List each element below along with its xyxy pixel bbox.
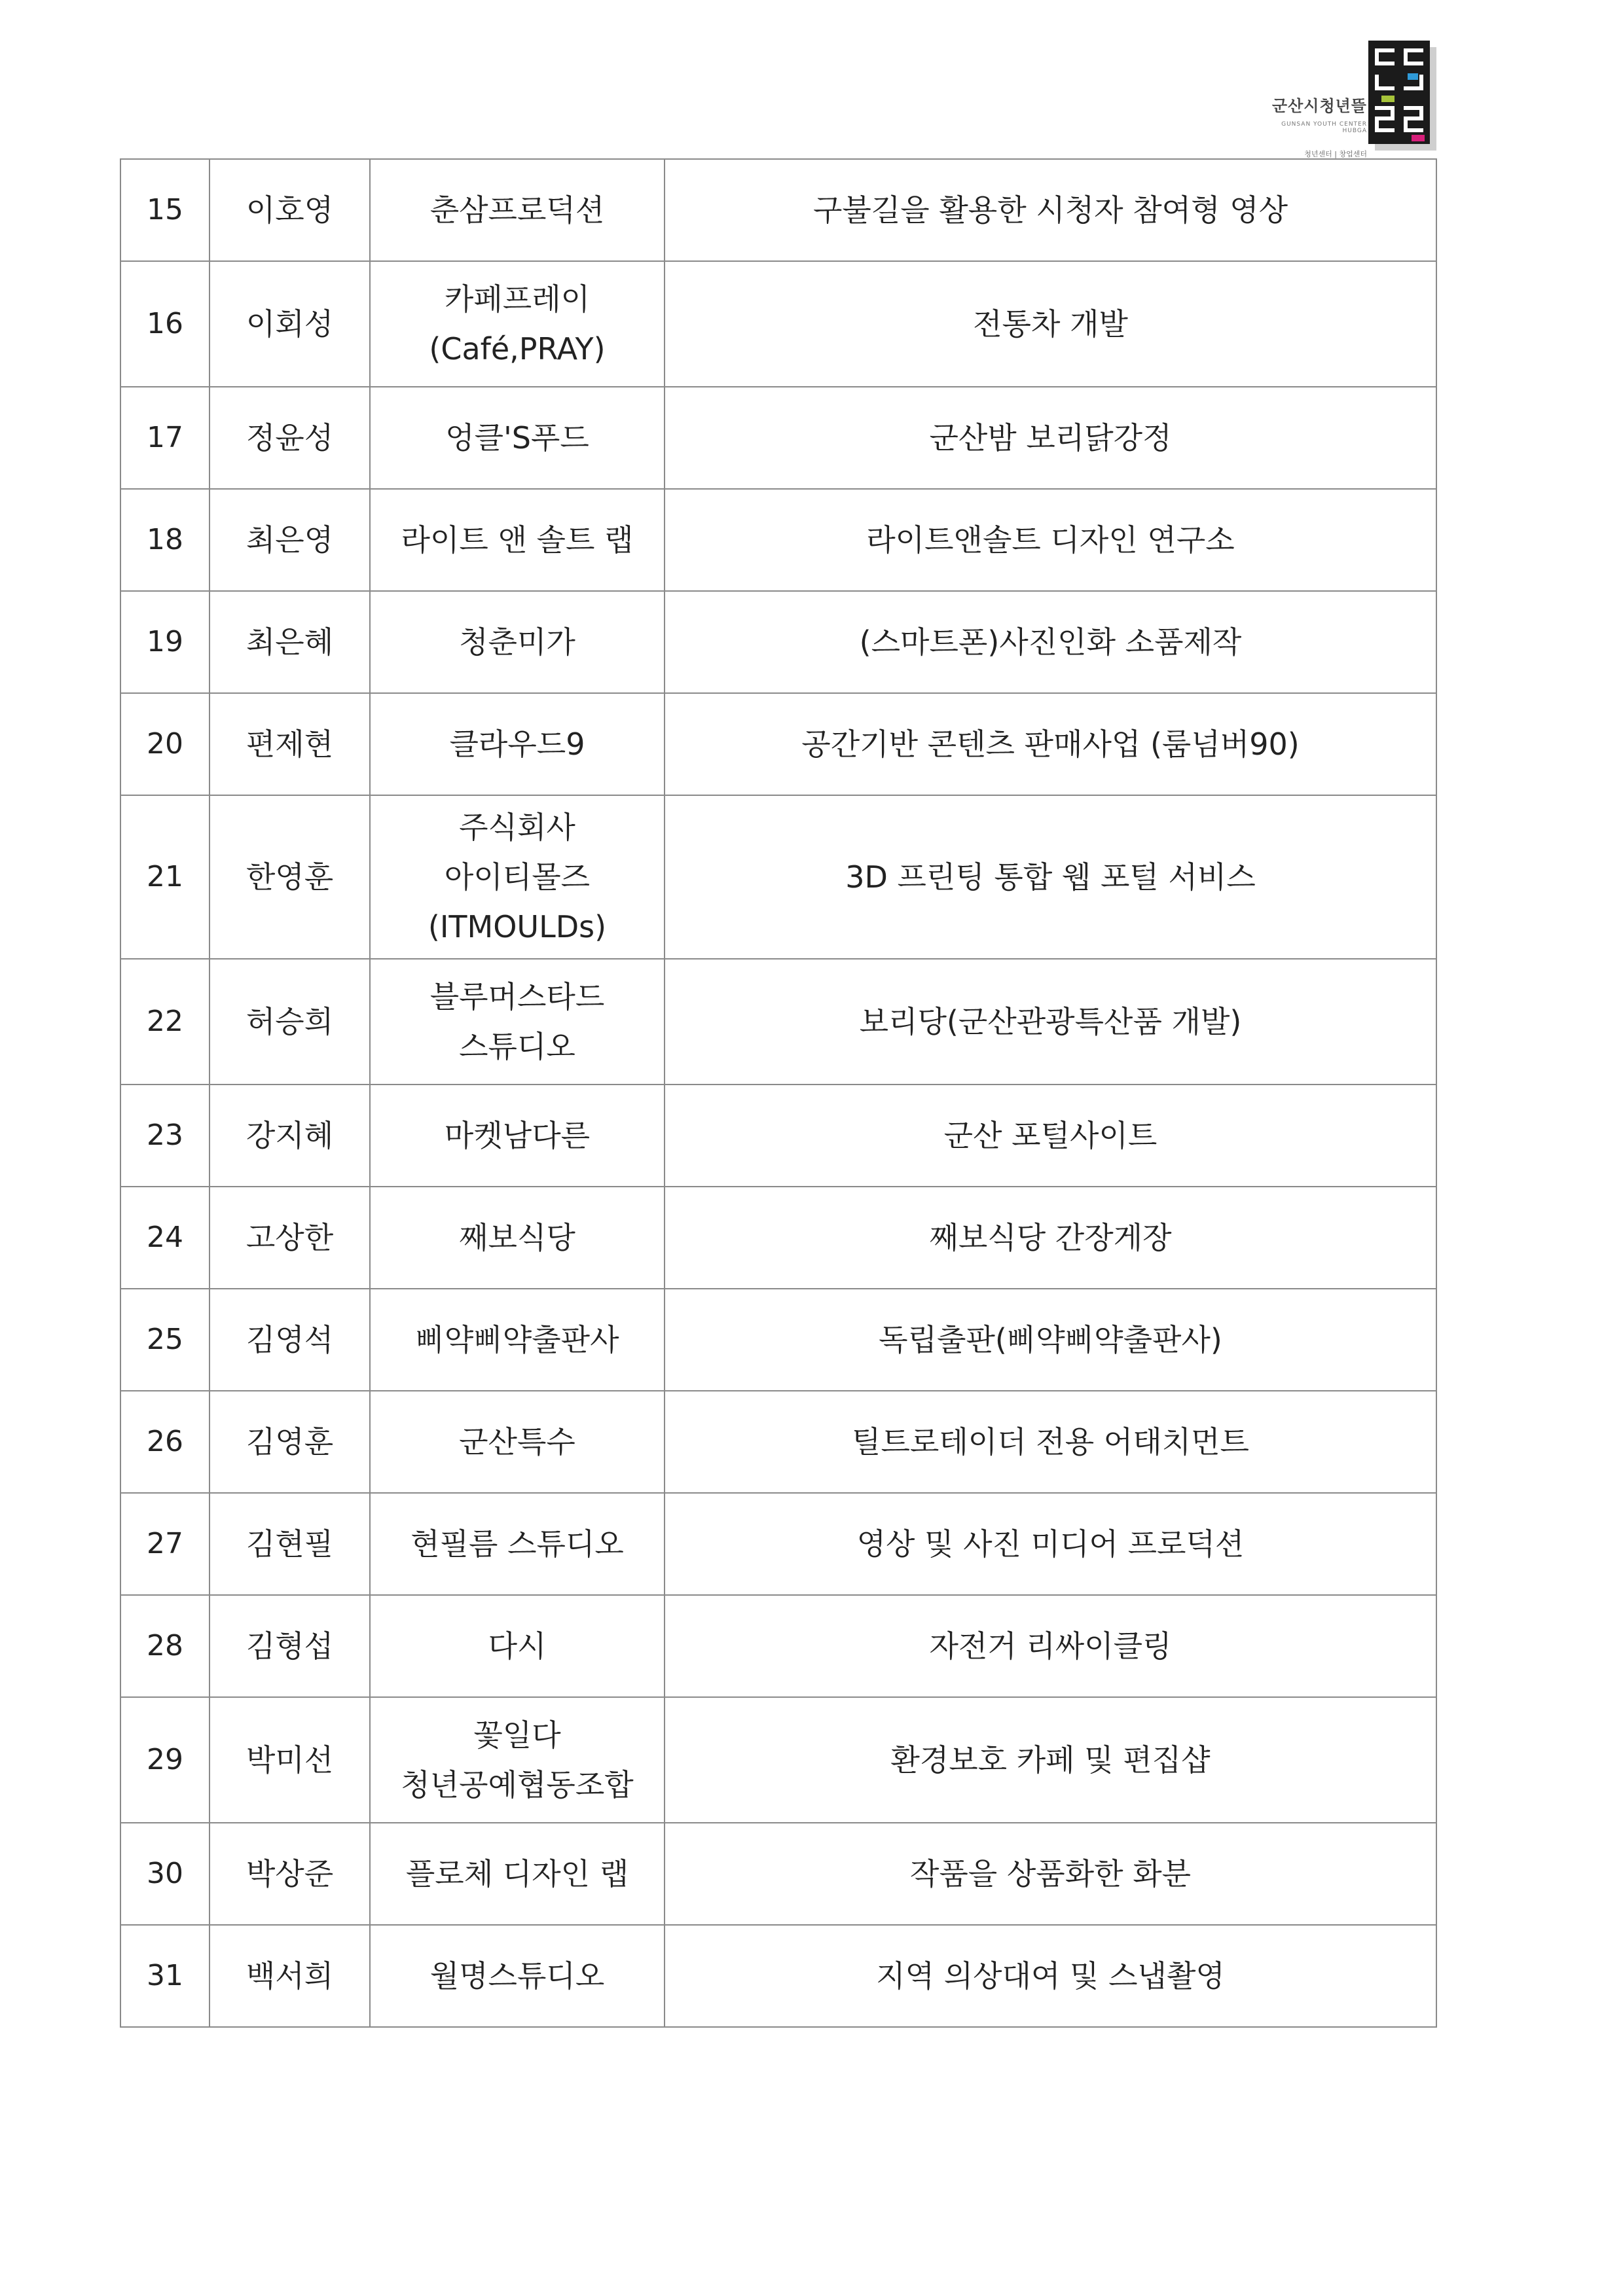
representative-name: 박상준 [210,1823,370,1925]
company-name [370,1391,665,1493]
logo-subtitle [1272,121,1367,134]
company-name-line: (Café,PRAY) [429,331,606,367]
representative-name: 강지혜 [210,1085,370,1187]
row-number: 18 [120,489,210,591]
company-name [370,795,665,959]
company-name-line: 라이트 앤 솔트 랩 [401,522,634,558]
row-number: 20 [120,693,210,795]
company-name [370,489,665,591]
company-name [370,387,665,489]
row-number: 31 [120,1925,210,2027]
representative-name: 이호영 [210,159,370,261]
company-name [370,1289,665,1391]
table-row [120,1823,1436,1925]
representative-name: 백서희 [210,1925,370,2027]
table-row [120,693,1436,795]
company-name-line: 꽃일다 [473,1717,561,1753]
table-row [120,387,1436,489]
company-name-line: 군산특수 [459,1424,575,1460]
representative-name: 김영훈 [210,1391,370,1493]
table-row [120,1391,1436,1493]
company-name-line: 스튜디오 [459,1029,575,1064]
business-item: 자전거 리싸이클링 [665,1595,1436,1697]
company-name-line: 클라우드9 [449,726,585,762]
table-row [120,1085,1436,1187]
table-row [120,1925,1436,2027]
row-number: 16 [120,261,210,387]
representative-name: 최은영 [210,489,370,591]
row-number: 17 [120,387,210,489]
business-item: 보리당(군산관광특산품 개발) [665,959,1436,1085]
representative-name: 김영석 [210,1289,370,1391]
company-name-line: 째보식당 [459,1220,575,1255]
row-number: 19 [120,591,210,693]
row-number: 24 [120,1187,210,1289]
table-row [120,261,1436,387]
company-name [370,1823,665,1925]
company-name [370,1595,665,1697]
row-number: 23 [120,1085,210,1187]
row-number: 28 [120,1595,210,1697]
row-number: 29 [120,1697,210,1823]
business-item: 작품을 상품화한 화분 [665,1823,1436,1925]
company-name [370,261,665,387]
company-name [370,591,665,693]
row-number: 30 [120,1823,210,1925]
table-row [120,159,1436,261]
row-number: 22 [120,959,210,1085]
company-name-line: 청춘미가 [459,624,575,660]
representative-name: 이회성 [210,261,370,387]
business-item: 3D 프린팅 통합 웹 포털 서비스 [665,795,1436,959]
company-name-line: 다시 [488,1628,547,1664]
representative-name: 최은혜 [210,591,370,693]
company-name [370,1493,665,1595]
participant-table [120,158,1437,2028]
representative-name: 한영훈 [210,795,370,959]
logo-mark-icon [1368,41,1436,151]
table-row [120,1697,1436,1823]
company-name [370,693,665,795]
company-name-line: 월명스튜디오 [429,1958,605,1994]
company-name-line: 엉클'S푸드 [445,420,589,456]
company-name-line: 아이티몰즈 [444,859,591,895]
table-row [120,795,1436,959]
business-item: 틸트로테이더 전용 어태치먼트 [665,1391,1436,1493]
row-number: 27 [120,1493,210,1595]
business-item: 전통차 개발 [665,261,1436,387]
table-row [120,1493,1436,1595]
company-name [370,959,665,1085]
representative-name: 김현필 [210,1493,370,1595]
business-item: 라이트앤솔트 디자인 연구소 [665,489,1436,591]
row-number: 25 [120,1289,210,1391]
business-item: 군산밤 보리닭강정 [665,387,1436,489]
table-row [120,489,1436,591]
table-row [120,591,1436,693]
business-item: 독립출판(삐약삐약출판사) [665,1289,1436,1391]
participant-table-body [120,159,1436,2027]
business-item: 환경보호 카페 및 편집샵 [665,1697,1436,1823]
company-name-line: 블루머스타드 [429,979,605,1014]
company-name [370,1085,665,1187]
company-name [370,1697,665,1823]
representative-name: 고상한 [210,1187,370,1289]
row-number: 15 [120,159,210,261]
table-row [120,959,1436,1085]
logo-footer: 청년센터 | 창업센터 [1304,150,1367,158]
company-name [370,159,665,261]
company-name [370,1187,665,1289]
business-item: (스마트폰)사진인화 소품제작 [665,591,1436,693]
company-name-line: 청년공예협동조합 [401,1767,634,1803]
table-row [120,1289,1436,1391]
company-name-line: 주식회사 [459,810,575,845]
table-row [120,1595,1436,1697]
representative-name: 박미선 [210,1697,370,1823]
business-item: 구불길을 활용한 시청자 참여형 영상 [665,159,1436,261]
row-number: 26 [120,1391,210,1493]
representative-name: 정윤성 [210,387,370,489]
representative-name: 허승희 [210,959,370,1085]
business-item: 영상 및 사진 미디어 프로덕션 [665,1493,1436,1595]
company-name-line: 플로체 디자인 랩 [405,1856,629,1892]
logo-subtitle-line: GUNSAN YOUTH CENTER [1281,121,1367,128]
logo-text [1272,93,1367,159]
row-number: 21 [120,795,210,959]
company-name-line: 현필름 스튜디오 [410,1526,624,1562]
business-item: 째보식당 간장게장 [665,1187,1436,1289]
company-name-line: (ITMOULDs) [428,909,607,944]
logo-title: 군산시청년뜰 [1271,97,1367,115]
business-item: 공간기반 콘텐츠 판매사업 (룸넘버90) [665,693,1436,795]
representative-name: 김형섭 [210,1595,370,1697]
business-item: 군산 포털사이트 [665,1085,1436,1187]
company-name-line: 삐약삐약출판사 [415,1322,619,1357]
business-item: 지역 의상대여 및 스냅촬영 [665,1925,1436,2027]
table-row [120,1187,1436,1289]
company-name-line: 카페프레이 [444,281,591,317]
logo-subtitle-line-2: HUBGA [1342,128,1367,134]
company-name-line: 춘삼프로덕션 [429,192,605,228]
representative-name: 편제현 [210,693,370,795]
company-name [370,1925,665,2027]
company-name-line: 마켓남다른 [444,1118,591,1153]
brand-logo [1244,41,1440,158]
